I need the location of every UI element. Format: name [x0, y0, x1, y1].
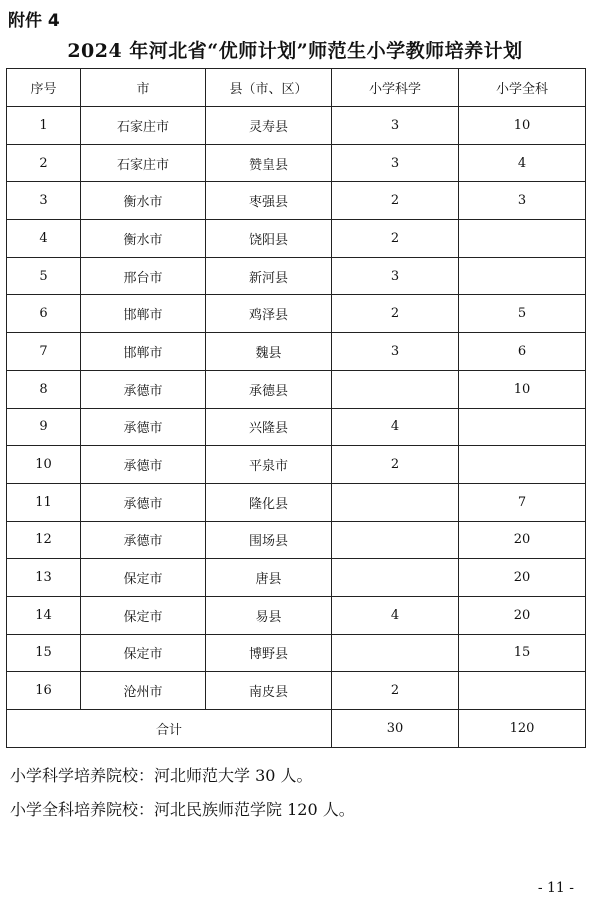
cell-county: 博野县	[206, 634, 332, 672]
cell-science: 2	[332, 295, 459, 333]
cell-county: 灵寿县	[206, 107, 332, 145]
cell-index: 15	[7, 634, 81, 672]
total-science: 30	[332, 710, 459, 748]
cell-index: 16	[7, 672, 81, 710]
cell-index: 1	[7, 107, 81, 145]
table-row	[7, 107, 586, 145]
cell-general	[459, 257, 586, 295]
cell-general	[459, 446, 586, 484]
table-row	[7, 521, 586, 559]
cell-general: 10	[459, 107, 586, 145]
document-title: 2024 年河北省“优师计划”师范生小学教师培养计划	[67, 40, 523, 62]
cell-general: 7	[459, 483, 586, 521]
cell-general: 6	[459, 333, 586, 371]
cell-general: 10	[459, 370, 586, 408]
training-plan-table	[6, 68, 586, 748]
header-city: 市	[81, 69, 206, 107]
cell-county: 魏县	[206, 333, 332, 371]
cell-county: 隆化县	[206, 483, 332, 521]
cell-city: 邢台市	[81, 257, 206, 295]
cell-science	[332, 634, 459, 672]
cell-general	[459, 408, 586, 446]
cell-city: 衡水市	[81, 220, 206, 258]
cell-index: 2	[7, 144, 81, 182]
cell-city: 石家庄市	[81, 107, 206, 145]
cell-index: 4	[7, 220, 81, 258]
cell-science: 2	[332, 220, 459, 258]
table-row	[7, 295, 586, 333]
total-general: 120	[459, 710, 586, 748]
cell-city: 石家庄市	[81, 144, 206, 182]
table-row	[7, 634, 586, 672]
cell-science	[332, 559, 459, 597]
table-row	[7, 220, 586, 258]
header-index: 序号	[7, 69, 81, 107]
cell-city: 邯郸市	[81, 295, 206, 333]
cell-science: 3	[332, 257, 459, 295]
table-header-row	[7, 69, 586, 107]
cell-county: 平泉市	[206, 446, 332, 484]
cell-city: 承德市	[81, 521, 206, 559]
cell-general: 3	[459, 182, 586, 220]
cell-county: 赞皇县	[206, 144, 332, 182]
cell-city: 承德市	[81, 408, 206, 446]
note-general-institution: 小学全科培养院校：河北民族师范学院 120 人。	[10, 800, 355, 819]
cell-index: 6	[7, 295, 81, 333]
cell-city: 承德市	[81, 446, 206, 484]
cell-county: 易县	[206, 596, 332, 634]
cell-county: 唐县	[206, 559, 332, 597]
cell-county: 饶阳县	[206, 220, 332, 258]
cell-index: 9	[7, 408, 81, 446]
cell-science	[332, 483, 459, 521]
table-row	[7, 596, 586, 634]
table-row	[7, 257, 586, 295]
table-body	[7, 107, 586, 748]
table-row	[7, 559, 586, 597]
total-row	[7, 710, 586, 748]
cell-city: 保定市	[81, 559, 206, 597]
cell-county: 承德县	[206, 370, 332, 408]
cell-science	[332, 521, 459, 559]
cell-county: 兴隆县	[206, 408, 332, 446]
cell-index: 8	[7, 370, 81, 408]
cell-general: 5	[459, 295, 586, 333]
cell-science: 2	[332, 672, 459, 710]
cell-city: 保定市	[81, 596, 206, 634]
cell-county: 枣强县	[206, 182, 332, 220]
cell-county: 新河县	[206, 257, 332, 295]
header-science: 小学科学	[332, 69, 459, 107]
cell-city: 承德市	[81, 370, 206, 408]
cell-index: 7	[7, 333, 81, 371]
cell-science: 4	[332, 596, 459, 634]
header-general: 小学全科	[459, 69, 586, 107]
note-science-institution: 小学科学培养院校：河北师范大学 30 人。	[10, 766, 313, 785]
cell-general: 20	[459, 521, 586, 559]
table-row	[7, 182, 586, 220]
cell-general: 20	[459, 559, 586, 597]
cell-general	[459, 672, 586, 710]
page-number: - 11 -	[537, 880, 574, 896]
table-row	[7, 483, 586, 521]
cell-science: 2	[332, 182, 459, 220]
cell-science: 3	[332, 333, 459, 371]
cell-index: 12	[7, 521, 81, 559]
cell-city: 保定市	[81, 634, 206, 672]
cell-science: 2	[332, 446, 459, 484]
cell-index: 3	[7, 182, 81, 220]
cell-index: 5	[7, 257, 81, 295]
table-row	[7, 370, 586, 408]
total-label: 合计	[7, 710, 332, 748]
cell-county: 鸡泽县	[206, 295, 332, 333]
cell-index: 10	[7, 446, 81, 484]
table-row	[7, 144, 586, 182]
table-row	[7, 333, 586, 371]
cell-science: 3	[332, 144, 459, 182]
cell-science: 3	[332, 107, 459, 145]
cell-general: 15	[459, 634, 586, 672]
cell-county: 南皮县	[206, 672, 332, 710]
cell-city: 沧州市	[81, 672, 206, 710]
cell-index: 14	[7, 596, 81, 634]
cell-index: 11	[7, 483, 81, 521]
table-row	[7, 408, 586, 446]
cell-city: 衡水市	[81, 182, 206, 220]
cell-city: 邯郸市	[81, 333, 206, 371]
cell-general: 20	[459, 596, 586, 634]
cell-city: 承德市	[81, 483, 206, 521]
annex-label: 附件 4	[8, 11, 60, 31]
header-county: 县（市、区）	[206, 69, 332, 107]
table-row	[7, 672, 586, 710]
table-row	[7, 446, 586, 484]
cell-general	[459, 220, 586, 258]
cell-general: 4	[459, 144, 586, 182]
cell-county: 围场县	[206, 521, 332, 559]
cell-index: 13	[7, 559, 81, 597]
cell-science	[332, 370, 459, 408]
cell-science: 4	[332, 408, 459, 446]
